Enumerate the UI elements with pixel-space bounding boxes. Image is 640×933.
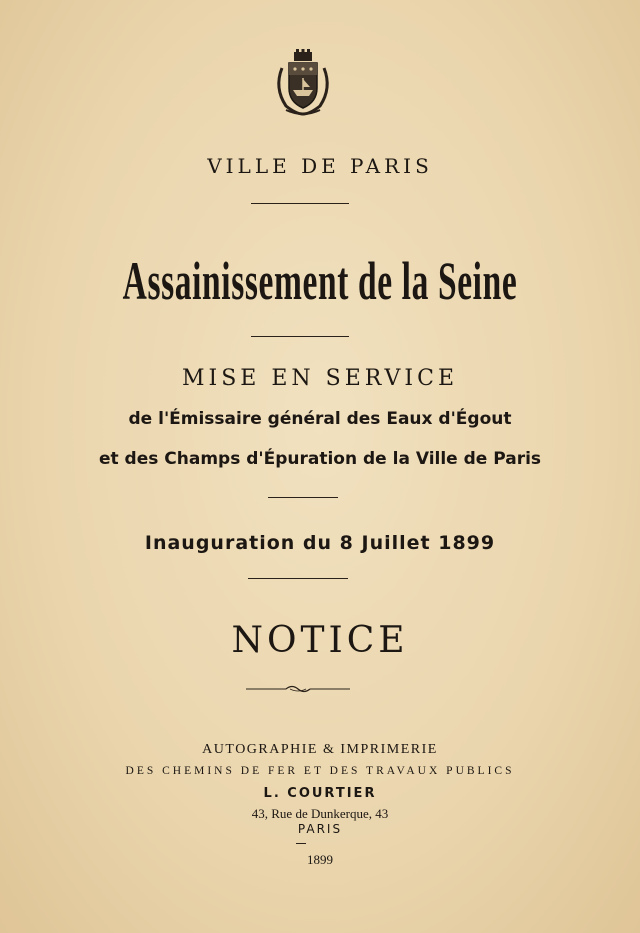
subtitle-line-2: de l'Émissaire général des Eaux d'Égout — [128, 409, 512, 429]
publication-year: 1899 — [307, 852, 333, 867]
divider-rule — [251, 203, 349, 204]
small-dash — [296, 843, 306, 844]
document-title: Assainissement de la Seine — [122, 251, 518, 311]
divider-rule — [251, 336, 349, 337]
city-of-paris-crest-icon — [272, 48, 334, 118]
inauguration-date: Inauguration du 8 Juillet 1899 — [144, 532, 496, 554]
divider-rule — [268, 497, 338, 498]
subtitle-line-1: MISE EN SERVICE — [181, 366, 459, 391]
subtitle-line-3: et des Champs d'Épuration de la Ville de Paris — [98, 449, 542, 469]
printer-city: PARIS — [297, 822, 343, 836]
ornament-divider-icon — [246, 683, 350, 695]
printer-address: 43, Rue de Dunkerque, 43 — [251, 806, 389, 821]
printer-name: L. COURTIER — [263, 786, 377, 801]
printer-line-2: DES CHEMINS DE FER ET DES TRAVAUX PUBLICS — [125, 765, 515, 777]
notice-heading: NOTICE — [231, 620, 409, 661]
divider-rule — [248, 578, 348, 579]
printer-line-1: AUTOGRAPHIE & IMPRIMERIE — [202, 742, 438, 757]
city-heading: VILLE DE PARIS — [207, 154, 433, 178]
